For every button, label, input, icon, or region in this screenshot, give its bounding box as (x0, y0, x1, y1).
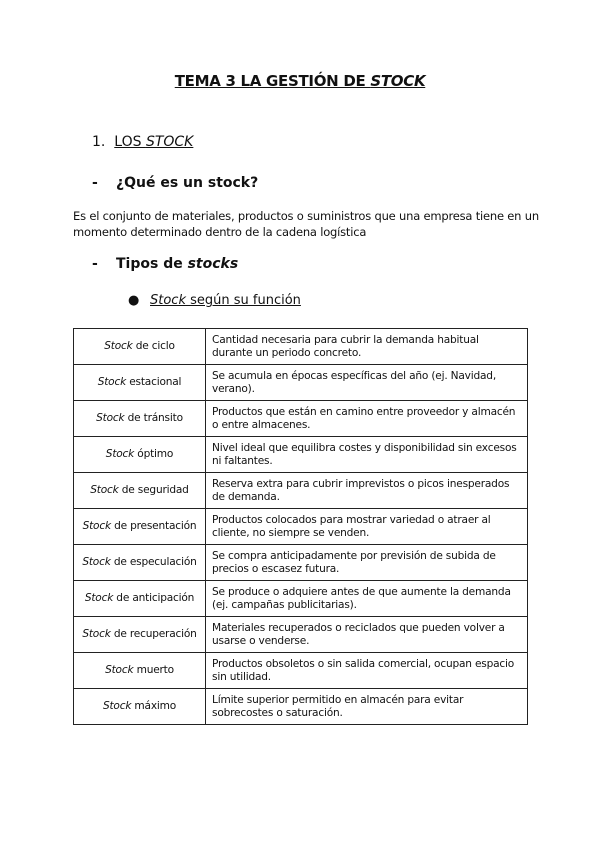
dash: - (92, 256, 98, 272)
stock-description-cell: Límite superior permitido en almacén para evitar sobrecostes o saturación. (206, 689, 528, 725)
table-row (74, 437, 528, 473)
table-row (74, 689, 528, 725)
section-heading (92, 134, 193, 150)
stock-types-table (73, 328, 528, 725)
stock-type-name: estacional (126, 376, 182, 388)
stock-type-cell (74, 437, 206, 473)
table-row (74, 581, 528, 617)
types-heading (92, 256, 238, 272)
stock-type-name: de especulación (110, 556, 197, 568)
stock-word: Stock (90, 484, 119, 496)
stock-type-cell (74, 653, 206, 689)
stock-type-name: de tránsito (124, 412, 183, 424)
stock-type-cell (74, 689, 206, 725)
table-row (74, 329, 528, 365)
stock-word: Stock (96, 412, 125, 424)
table-row (74, 365, 528, 401)
definition-paragraph: Es el conjunto de materiales, productos o suministros que una empresa tiene en un momento determinado dentro de la cadena logística (73, 209, 539, 239)
section-number: 1. (92, 134, 106, 150)
table-row (74, 617, 528, 653)
stock-type-cell (74, 509, 206, 545)
bullet-text: según su función (185, 293, 301, 308)
stock-description-cell: Productos obsoletos o sin salida comercial, ocupan espacio sin utilidad. (206, 653, 528, 689)
stock-description-cell: Se produce o adquiere antes de que aumente la demanda (ej. campañas publicitarias). (206, 581, 528, 617)
stock-description-cell: Productos que están en camino entre proveedor y almacén o entre almacenes. (206, 401, 528, 437)
stock-type-cell (74, 401, 206, 437)
bullet-item (128, 293, 301, 308)
stock-type-name: de presentación (110, 520, 197, 532)
stock-type-cell (74, 365, 206, 401)
title-text: TEMA 3 LA GESTIÓN DE (174, 72, 371, 90)
bullet-italic: Stock (150, 293, 186, 308)
stock-type-name: de ciclo (132, 340, 175, 352)
stock-type-name: de anticipación (113, 592, 195, 604)
table-row (74, 509, 528, 545)
stock-description-cell: Materiales recuperados o reciclados que pueden volver a usarse o venderse. (206, 617, 528, 653)
stock-word: Stock (105, 448, 135, 460)
section-label-italic: STOCK (145, 134, 194, 150)
question-heading (92, 175, 258, 191)
stock-word: Stock (105, 664, 134, 676)
bullet-label (150, 293, 301, 308)
stock-type-name: de recuperación (110, 628, 197, 640)
stock-word: Stock (102, 700, 132, 712)
stock-description-cell: Nivel ideal que equilibra costes y disponibilidad sin excesos ni faltantes. (206, 437, 528, 473)
stock-type-cell (74, 329, 206, 365)
types-italic: stocks (187, 256, 239, 272)
stock-word: Stock (82, 628, 111, 640)
stock-type-name: de seguridad (118, 484, 189, 496)
bullet-icon: ● (128, 293, 140, 308)
page-title (0, 72, 600, 90)
stock-type-cell (74, 617, 206, 653)
stock-type-cell (74, 473, 206, 509)
stock-word: Stock (82, 520, 111, 532)
stock-type-cell (74, 545, 206, 581)
stock-type-name: óptimo (134, 448, 174, 460)
question-text: ¿Qué es un stock? (116, 175, 259, 191)
types-text: Tipos de (116, 256, 188, 272)
stock-word: Stock (82, 556, 111, 568)
title-italic: STOCK (370, 72, 426, 90)
stock-type-name: muerto (133, 664, 174, 676)
table-row (74, 473, 528, 509)
table-row (74, 401, 528, 437)
stock-type-cell (74, 581, 206, 617)
dash: - (92, 175, 98, 191)
stock-word: Stock (104, 340, 133, 352)
section-label-text: LOS (114, 134, 146, 150)
section-label (114, 134, 193, 150)
stock-description-cell: Productos colocados para mostrar variedad o atraer al cliente, no siempre se venden. (206, 509, 528, 545)
stock-description-cell: Reserva extra para cubrir imprevistos o picos inesperados de demanda. (206, 473, 528, 509)
stock-word: Stock (97, 376, 127, 388)
table-row (74, 653, 528, 689)
stock-type-name: máximo (131, 700, 177, 712)
stock-description-cell: Se acumula en épocas específicas del año (ej. Navidad, verano). (206, 365, 528, 401)
stock-description-cell: Se compra anticipadamente por previsión de subida de precios o escasez futura. (206, 545, 528, 581)
stock-word: Stock (84, 592, 114, 604)
table-row (74, 545, 528, 581)
stock-description-cell: Cantidad necesaria para cubrir la demanda habitual durante un periodo concreto. (206, 329, 528, 365)
